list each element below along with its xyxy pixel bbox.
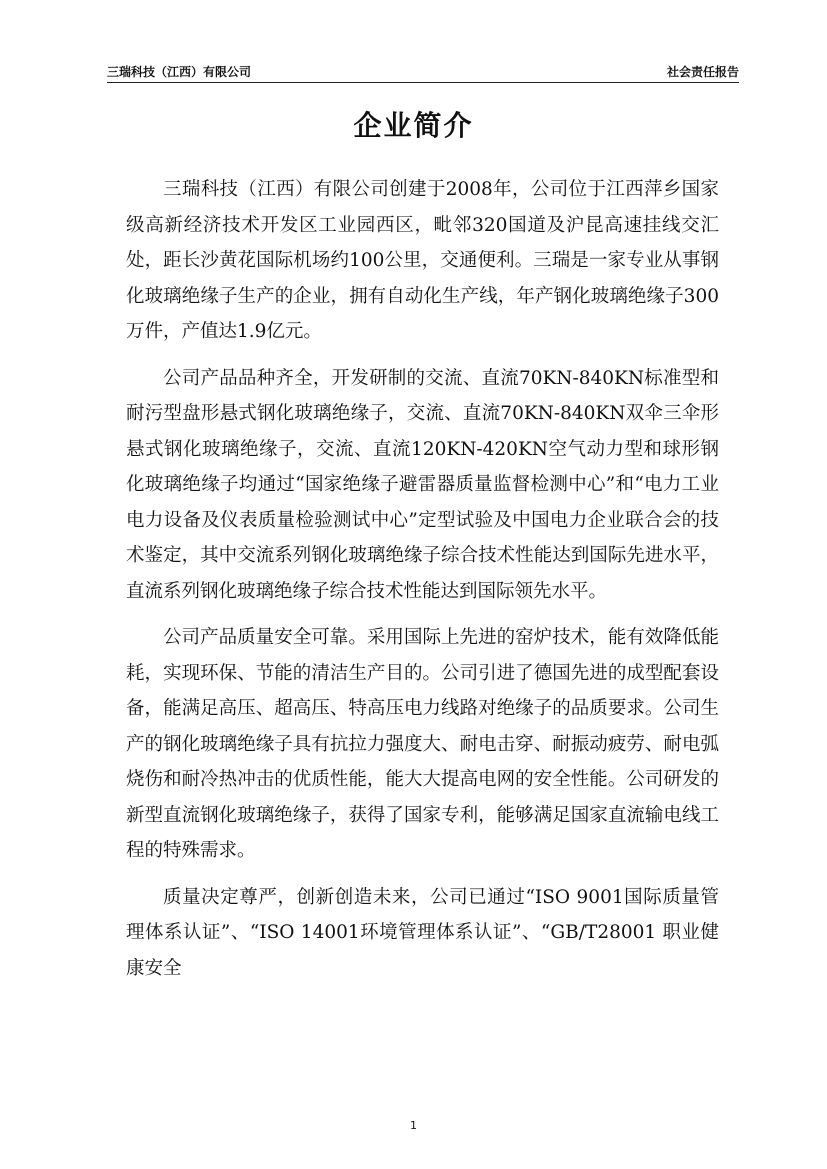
document-body: [126, 172, 719, 997]
paragraph-2: 公司产品品种齐全，开发研制的交流、直流70KN-840KN标准型和耐污型盘形悬式钢化玻璃绝缘子，交流、直流70KN-840KN双伞三伞形悬式钢化玻璃绝缘子，交流、直流120KN-420KN空气动力型和球形钢化玻璃绝缘子均通过“国家绝缘子避雷器质量监督检测中心”和“电力工业电力设备及仪表质量检验测试中心”定型试验及中国电力企业联合会的技术鉴定，其中交流系列钢化玻璃绝缘子综合技术性能达到国际先进水平，直流系列钢化玻璃绝缘子综合技术性能达到国际领先水平。: [126, 367, 719, 602]
page-header: [107, 60, 739, 83]
header-company-name: 三瑞科技（江西）有限公司: [107, 65, 252, 79]
header-report-name: 社会责任报告: [666, 65, 739, 79]
paragraph-1: 三瑞科技（江西）有限公司创建于2008年，公司位于江西萍乡国家级高新经济技术开发区工业园西区，毗邻320国道及沪昆高速挂线交汇处，距长沙黄花国际机场约100公里，交通便利。三瑞是一家专业从事钢化玻璃绝缘子生产的企业，拥有自动化生产线，年产钢化玻璃绝缘子300万件，产值达1.9亿元。: [126, 179, 719, 342]
page-number: 1: [410, 1119, 417, 1132]
paragraph-4: 质量决定尊严，创新创造未来，公司已通过“ISO 9001国际质量管理体系认证”、“ISO 14001环境管理体系认证”、“GB/T28001 职业健康安全: [126, 886, 719, 979]
paragraph-3: 公司产品质量安全可靠。采用国际上先进的窑炉技术，能有效降低能耗，实现环保、节能的清洁生产目的。公司引进了德国先进的成型配套设备，能满足高压、超高压、特高压电力线路对绝缘子的品质要求。公司生产的钢化玻璃绝缘子具有抗拉力强度大、耐电击穿、耐振动疲劳、耐电弧烧伤和耐冷热冲击的优质性能，能大大提高电网的安全性能。公司研发的新型直流钢化玻璃绝缘子，获得了国家专利，能够满足国家直流输电线工程的特殊需求。: [126, 627, 719, 861]
page-title: 企业简介: [353, 109, 474, 142]
